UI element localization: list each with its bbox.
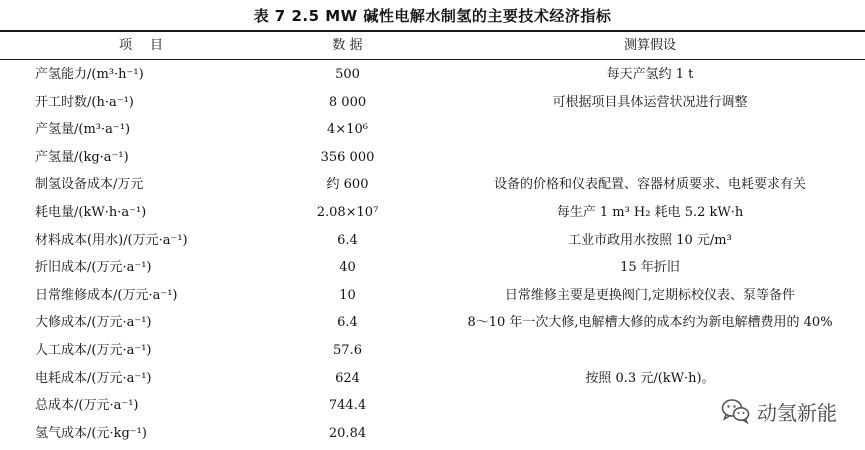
- wechat-watermark: [721, 396, 837, 426]
- row-note: 按照 0.3 元/(kW·h)。: [585, 370, 715, 386]
- row-note: 设备的价格和仪表配置、容器材质要求、电耗要求有关: [493, 177, 806, 193]
- row-value: 8 000: [328, 94, 367, 110]
- table-row: [0, 171, 865, 199]
- row-item: 日常维修成本/(万元·a⁻¹): [35, 287, 178, 303]
- row-note: 8～10 年一次大修,电解槽大修的成本约为新电解槽费用的 40%: [467, 315, 833, 331]
- table-row: [0, 337, 865, 365]
- table-row: [0, 254, 865, 282]
- row-item: 制氢设备成本/万元: [35, 177, 144, 193]
- row-note: 每天产氢约 1 t: [606, 67, 694, 82]
- row-note: 每生产 1 m³ H₂ 耗电 5.2 kW·h: [556, 204, 744, 220]
- row-value: 500: [335, 67, 360, 82]
- row-value: 624: [335, 370, 360, 386]
- table-row: [0, 227, 865, 255]
- row-note: 日常维修主要是更换阀门,定期标校仪表、泵等备件: [504, 287, 796, 303]
- header-note: 测算假设: [623, 38, 676, 53]
- row-value: 57.6: [333, 342, 362, 358]
- row-item: 产氢量/(kg·a⁻¹): [35, 149, 129, 165]
- row-item: 产氢量/(m³·a⁻¹): [35, 122, 131, 138]
- table-header-rule: [0, 59, 865, 60]
- row-note: 15 年折旧: [620, 260, 680, 276]
- header-item: 项目: [118, 38, 181, 53]
- row-item: 耗电量/(kW·h·a⁻¹): [35, 204, 147, 220]
- table-row: [0, 144, 865, 172]
- row-value: 356 000: [320, 149, 375, 165]
- row-item: 电耗成本/(万元·a⁻¹): [35, 370, 152, 386]
- wechat-icon: [721, 398, 751, 424]
- row-value: 20.84: [328, 425, 367, 441]
- row-item: 人工成本/(万元·a⁻¹): [35, 342, 152, 358]
- row-item: 材料成本(用水)/(万元·a⁻¹): [35, 232, 188, 248]
- row-item: 氢气成本/(元·kg⁻¹): [35, 425, 147, 441]
- table-row: [0, 89, 865, 117]
- table-header-row: [0, 32, 865, 59]
- watermark-text: 动氢新能: [757, 400, 837, 425]
- table-row: [0, 199, 865, 227]
- table-body: [0, 61, 865, 447]
- row-item: 大修成本/(万元·a⁻¹): [35, 315, 152, 331]
- row-item: 产氢能力/(m³·h⁻¹): [35, 67, 144, 82]
- row-value: 10: [339, 287, 356, 303]
- row-value: 40: [339, 260, 356, 276]
- row-value: 约 600: [326, 177, 369, 193]
- row-item: 开工时数/(h·a⁻¹): [35, 94, 134, 110]
- row-value: 4×10⁶: [327, 122, 368, 138]
- table-row: [0, 282, 865, 310]
- row-value: 744.4: [328, 398, 367, 414]
- table-row: [0, 309, 865, 337]
- row-note: 可根据项目具体运营状况进行调整: [552, 94, 748, 110]
- row-value: 2.08×10⁷: [316, 204, 379, 220]
- row-value: 6.4: [337, 232, 358, 248]
- row-item: 总成本/(万元·a⁻¹): [35, 398, 139, 414]
- row-item: 折旧成本/(万元·a⁻¹): [35, 260, 152, 276]
- row-value: 6.4: [337, 315, 358, 331]
- table-row: [0, 61, 865, 89]
- header-value: 数 据: [332, 38, 363, 53]
- table-row: [0, 365, 865, 393]
- row-note: 工业市政用水按照 10 元/m³: [568, 232, 732, 248]
- table-caption: 表 7 2.5 MW 碱性电解水制氢的主要技术经济指标: [253, 7, 612, 25]
- table-row: [0, 116, 865, 144]
